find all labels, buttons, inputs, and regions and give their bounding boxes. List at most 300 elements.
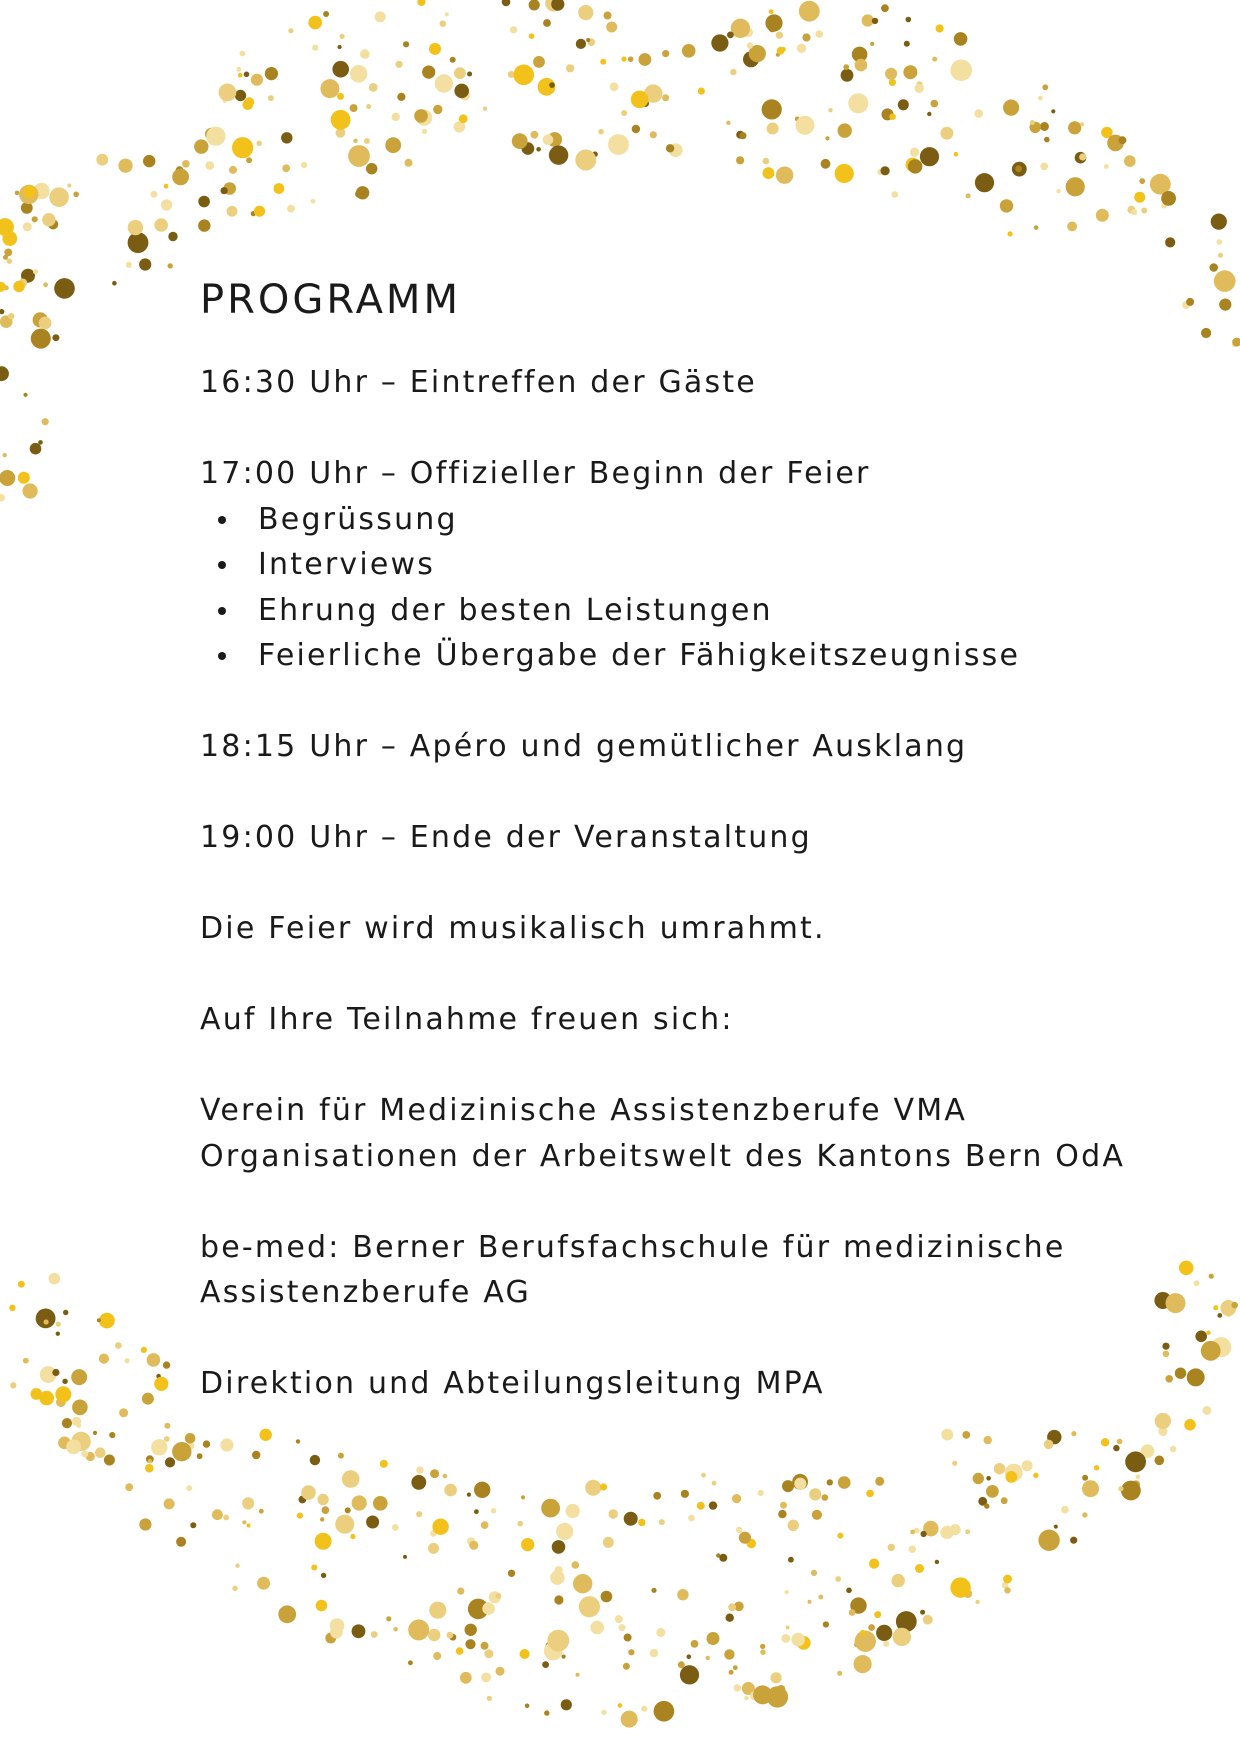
- confetti-dot: [794, 1478, 806, 1490]
- confetti-dot: [1213, 1305, 1218, 1310]
- confetti-dot: [701, 1473, 706, 1478]
- confetti-dot: [320, 1517, 324, 1521]
- confetti-dot: [1030, 120, 1035, 125]
- confetti-dot: [265, 67, 278, 80]
- confetti-dot: [268, 95, 274, 101]
- confetti-dot: [247, 1524, 251, 1528]
- list-item-label: Interviews: [258, 547, 436, 582]
- confetti-dot: [154, 218, 168, 232]
- confetti-dot: [889, 113, 896, 120]
- confetti-dot: [950, 1524, 961, 1535]
- confetti-dot: [698, 88, 705, 95]
- confetti-dot: [543, 134, 554, 145]
- confetti-dot: [760, 1644, 765, 1649]
- confetti-dot: [126, 262, 132, 268]
- confetti-dot: [1161, 191, 1176, 206]
- confetti-dot: [491, 1508, 496, 1513]
- confetti-dot: [781, 1634, 790, 1643]
- confetti-dot: [521, 1538, 534, 1551]
- confetti-dot: [984, 1503, 989, 1508]
- confetti-dot: [454, 84, 469, 99]
- confetti-dot: [729, 1670, 734, 1675]
- confetti-dot: [232, 137, 253, 158]
- confetti-dot: [311, 199, 316, 204]
- confetti-dot: [1079, 153, 1086, 160]
- confetti-dot: [610, 82, 619, 91]
- confetti-dot: [615, 1615, 623, 1623]
- confetti-dot: [860, 1630, 866, 1636]
- confetti-dot: [777, 47, 785, 55]
- confetti-dot: [843, 64, 849, 70]
- confetti-dot: [42, 213, 55, 226]
- confetti-dot: [662, 50, 669, 57]
- confetti-dot: [965, 1529, 970, 1534]
- confetti-dot: [474, 1509, 479, 1514]
- confetti-dot: [447, 1632, 454, 1639]
- confetti-dot: [809, 1488, 821, 1500]
- confetti-dot: [352, 1495, 367, 1510]
- confetti-dot: [656, 1628, 665, 1637]
- confetti-dot: [96, 154, 108, 166]
- confetti-dot: [2, 453, 6, 457]
- confetti-dot: [254, 206, 265, 217]
- confetti-dot: [244, 72, 250, 78]
- confetti-dot: [62, 1379, 67, 1384]
- confetti-dot: [481, 1642, 489, 1650]
- confetti-dot: [846, 1588, 852, 1594]
- confetti-dot: [940, 127, 953, 140]
- confetti-dot: [56, 1332, 60, 1336]
- confetti-dot: [369, 83, 378, 92]
- confetti-dot: [315, 1533, 332, 1550]
- confetti-dot: [799, 1, 820, 22]
- confetti-dot: [838, 1476, 851, 1489]
- confetti-dot: [778, 1510, 786, 1518]
- confetti-dot: [891, 191, 898, 198]
- confetti-dot: [892, 1574, 905, 1587]
- confetti-dot: [910, 148, 919, 157]
- confetti-dot: [143, 155, 155, 167]
- confetti-dot: [662, 94, 669, 101]
- host-oda: Organisationen der Arbeitswelt des Kantons Bern OdA: [200, 1138, 1126, 1174]
- confetti-dot: [23, 393, 27, 397]
- confetti-dot: [1044, 1440, 1054, 1450]
- confetti-dot: [549, 82, 555, 88]
- confetti-dot: [1214, 270, 1236, 292]
- confetti-dot: [994, 1463, 1005, 1474]
- confetti-dot: [1141, 208, 1147, 214]
- confetti-dot: [403, 41, 409, 47]
- confetti-dot: [935, 1560, 939, 1564]
- confetti-dot: [243, 99, 254, 110]
- confetti-dot: [0, 470, 15, 486]
- confetti-dot: [802, 33, 810, 41]
- confetti-dot: [728, 1603, 736, 1611]
- confetti-dot: [848, 93, 868, 113]
- confetti-dot: [797, 44, 806, 53]
- confetti-dot: [118, 159, 132, 173]
- confetti-dot: [712, 1481, 717, 1486]
- confetti-dot: [510, 26, 517, 33]
- confetti-dot: [76, 1423, 81, 1428]
- confetti-dot: [397, 93, 405, 101]
- confetti-dot: [621, 110, 627, 116]
- confetti-dot: [875, 1477, 884, 1486]
- confetti-dot: [356, 186, 369, 199]
- confetti-dot: [308, 16, 322, 30]
- confetti-dot: [533, 56, 545, 68]
- confetti-dot: [706, 1656, 710, 1660]
- confetti-dot: [1080, 122, 1084, 126]
- confetti-dot: [621, 56, 626, 61]
- confetti-dot: [579, 1596, 600, 1617]
- confetti-dot: [99, 1354, 109, 1364]
- confetti-dot: [165, 1457, 175, 1467]
- confetti-dot: [56, 1322, 61, 1327]
- confetti-dot: [49, 187, 69, 207]
- confetti-dot: [99, 1313, 115, 1329]
- confetti-dot: [81, 1451, 88, 1458]
- confetti-dot: [747, 42, 753, 48]
- confetti-dot: [904, 41, 910, 47]
- confetti-dot: [600, 1483, 607, 1490]
- confetti-dot: [578, 5, 593, 20]
- confetti-dot: [71, 1369, 87, 1385]
- confetti-dot: [1201, 328, 1211, 338]
- confetti-dot: [456, 1647, 464, 1655]
- confetti-dot: [151, 191, 158, 198]
- confetti-dot: [812, 1510, 822, 1520]
- confetti-dot: [1170, 1446, 1176, 1452]
- confetti-dot: [39, 317, 52, 330]
- confetti-dot: [769, 9, 774, 14]
- confetti-dot: [422, 66, 435, 79]
- confetti-dot: [608, 134, 629, 155]
- confetti-dot: [566, 64, 574, 72]
- confetti-dot: [392, 113, 400, 121]
- confetti-dot: [1042, 84, 1048, 90]
- confetti-dot: [23, 1358, 29, 1364]
- confetti-dot: [95, 1447, 106, 1458]
- confetti-dot: [297, 1513, 303, 1519]
- confetti-dot: [931, 100, 939, 108]
- confetti-dot: [311, 1565, 317, 1571]
- list-item: [200, 633, 1200, 679]
- confetti-dot: [841, 69, 854, 82]
- confetti-dot: [331, 110, 351, 130]
- schedule-entry-1700: 17:00 Uhr – Offizieller Beginn der Feier: [200, 456, 871, 491]
- confetti-dot: [432, 1519, 448, 1535]
- host-be-med-line1: be-med: Berner Berufsfachschule für medizinische: [200, 1229, 1066, 1265]
- confetti-dot: [408, 1660, 413, 1665]
- confetti-dot: [986, 1485, 999, 1498]
- confetti-dot: [440, 20, 447, 27]
- confetti-dot: [550, 1571, 564, 1585]
- confetti-dot: [823, 1621, 829, 1627]
- confetti-dot: [531, 131, 539, 139]
- confetti-dot: [726, 121, 730, 125]
- confetti-dot: [606, 22, 617, 33]
- confetti-dot: [62, 1418, 72, 1428]
- confetti-dot: [312, 45, 318, 51]
- confetti-dot: [576, 39, 586, 49]
- confetti-dot: [1121, 1481, 1141, 1501]
- confetti-dot: [1015, 165, 1022, 172]
- confetti-dot: [651, 1588, 656, 1593]
- confetti-dot: [1004, 1587, 1010, 1593]
- confetti-dot: [1082, 1480, 1099, 1497]
- confetti-dot: [950, 59, 972, 81]
- confetti-dot: [23, 222, 32, 231]
- confetti-dot: [340, 34, 345, 39]
- confetti-dot: [734, 1684, 741, 1691]
- confetti-dot: [556, 1523, 573, 1540]
- confetti-dot: [257, 141, 262, 146]
- confetti-dot: [549, 146, 568, 165]
- confetti-dot: [603, 1537, 614, 1548]
- confetti-dot: [465, 1624, 477, 1636]
- confetti-dot: [67, 184, 71, 188]
- confetti-dot: [429, 1602, 446, 1619]
- confetti-dot: [1136, 1475, 1141, 1480]
- confetti-dot: [72, 1400, 88, 1416]
- confetti-dot: [66, 1439, 81, 1454]
- confetti-dot: [941, 1429, 953, 1441]
- host-direktion: Direktion und Abteilungsleitung MPA: [200, 1366, 825, 1401]
- confetti-dot: [739, 1532, 751, 1544]
- confetti-dot: [296, 1439, 300, 1443]
- confetti-dot: [9, 1305, 15, 1311]
- confetti-dot: [422, 129, 427, 134]
- confetti-dot: [681, 1490, 689, 1498]
- confetti-dot: [575, 150, 596, 171]
- confetti-dot: [145, 1464, 154, 1473]
- confetti-dot: [543, 19, 551, 27]
- page-title: PROGRAMM: [200, 277, 461, 323]
- confetti-dot: [164, 1423, 170, 1429]
- confetti-dot: [229, 166, 237, 174]
- confetti-dot: [1001, 1497, 1008, 1504]
- confetti-dot: [598, 129, 604, 135]
- confetti-dot: [736, 156, 744, 164]
- confetti-dot: [624, 1512, 638, 1526]
- confetti-dot: [973, 1473, 984, 1484]
- confetti-dot: [481, 1673, 491, 1683]
- confetti-dot: [15, 191, 20, 196]
- confetti-dot: [93, 1431, 97, 1435]
- confetti-dot: [739, 132, 746, 139]
- confetti-dot: [1139, 178, 1145, 184]
- confetti-dot: [1165, 237, 1175, 247]
- confetti-dot: [827, 1479, 833, 1485]
- ceremony-items-list: [200, 497, 1200, 679]
- confetti-dot: [808, 1600, 812, 1604]
- confetti-dot: [197, 1453, 203, 1459]
- confetti-dot: [484, 1649, 493, 1658]
- confetti-dot: [688, 1515, 695, 1522]
- confetti-dot: [691, 1640, 699, 1648]
- confetti-dot: [872, 18, 878, 24]
- bullet-icon: [218, 607, 226, 615]
- confetti-dot: [600, 59, 606, 65]
- confetti-dot: [909, 1546, 916, 1553]
- confetti-dot: [822, 1494, 829, 1501]
- confetti-dot: [142, 1393, 154, 1405]
- confetti-dot: [416, 1466, 423, 1473]
- confetti-dot: [1061, 1506, 1069, 1514]
- confetti-dot: [190, 1522, 196, 1528]
- confetti-dot: [450, 57, 456, 63]
- confetti-dot: [203, 1440, 210, 1447]
- confetti-dot: [623, 1663, 630, 1670]
- confetti-dot: [322, 1506, 330, 1514]
- confetti-dot: [352, 1624, 366, 1638]
- confetti-dot: [885, 68, 897, 80]
- confetti-dot: [921, 1531, 927, 1537]
- bullet-icon: [218, 516, 226, 524]
- confetti-dot: [776, 167, 793, 184]
- confetti-dot: [350, 65, 367, 82]
- confetti-dot: [502, 0, 511, 6]
- confetti-dot: [881, 4, 889, 12]
- confetti-dot: [198, 219, 210, 231]
- confetti-dot: [788, 1520, 799, 1531]
- confetti-dot: [889, 79, 896, 86]
- confetti-dot: [1056, 189, 1060, 193]
- confetti-dot: [240, 51, 246, 57]
- confetti-dot: [572, 1561, 580, 1569]
- confetti-dot: [1219, 299, 1231, 311]
- confetti-dot: [44, 1319, 49, 1324]
- confetti-dot: [386, 1616, 391, 1621]
- confetti-dot: [726, 1614, 734, 1622]
- confetti-dot: [63, 1310, 68, 1315]
- confetti-dot: [762, 99, 782, 119]
- confetti-dot: [1209, 1274, 1214, 1279]
- confetti-dot: [172, 1442, 191, 1461]
- confetti-dot: [227, 206, 238, 217]
- confetti-dot: [274, 183, 285, 194]
- list-item: [200, 588, 1200, 634]
- confetti-dot: [1044, 137, 1050, 143]
- confetti-dot: [371, 1631, 378, 1638]
- confetti-dot: [654, 1701, 675, 1722]
- confetti-dot: [454, 67, 466, 79]
- confetti-dot: [469, 1541, 478, 1550]
- confetti-dot: [650, 1649, 658, 1657]
- confetti-dot: [984, 1436, 992, 1444]
- confetti-dot: [736, 1527, 742, 1533]
- confetti-dot: [966, 193, 971, 198]
- confetti-dot: [868, 1624, 875, 1631]
- confetti-dot: [1117, 1439, 1123, 1445]
- confetti-dot: [601, 1591, 613, 1603]
- confetti-dot: [161, 199, 172, 210]
- hosts-intro: Auf Ihre Teilnahme freuen sich:: [200, 1002, 734, 1037]
- confetti-dot: [220, 1438, 233, 1451]
- schedule-entry-1815: 18:15 Uhr – Apéro und gemütlicher Ausklang: [200, 729, 968, 764]
- confetti-dot: [147, 1353, 161, 1367]
- confetti-dot: [125, 1483, 133, 1491]
- confetti-dot: [414, 109, 428, 123]
- confetti-dot: [659, 1519, 665, 1525]
- confetti-dot: [237, 67, 242, 72]
- confetti-dot: [954, 152, 959, 157]
- confetti-dot: [1155, 1413, 1171, 1429]
- confetti-dot: [1051, 109, 1055, 113]
- confetti-dot: [323, 11, 329, 17]
- confetti-dot: [428, 1543, 439, 1554]
- confetti-dot: [682, 44, 696, 58]
- confetti-dot: [601, 1710, 606, 1715]
- confetti-dot: [212, 1509, 223, 1520]
- confetti-dot: [1131, 209, 1137, 215]
- bullet-icon: [218, 652, 226, 660]
- confetti-dot: [816, 30, 824, 38]
- confetti-dot: [164, 1498, 175, 1509]
- confetti-dot: [287, 205, 295, 213]
- host-vma: Verein für Medizinische Assistenzberufe VMA: [200, 1093, 968, 1128]
- confetti-dot: [317, 1494, 328, 1505]
- schedule-entry-1900: 19:00 Uhr – Ende der Veranstaltung: [200, 820, 812, 855]
- confetti-dot: [1101, 1438, 1109, 1446]
- confetti-dot: [430, 1469, 439, 1478]
- confetti-dot: [811, 1570, 817, 1576]
- confetti-dot: [373, 1496, 388, 1511]
- confetti-dot: [332, 61, 349, 78]
- confetti-dot: [219, 84, 237, 102]
- confetti-dot: [653, 1492, 661, 1500]
- confetti-dot: [874, 1611, 881, 1618]
- confetti-dot: [870, 42, 874, 46]
- confetti-dot: [393, 1627, 397, 1631]
- confetti-dot: [223, 1515, 229, 1521]
- confetti-dot: [2, 231, 17, 246]
- confetti-dot: [115, 1342, 122, 1349]
- confetti-dot: [903, 65, 917, 79]
- confetti-dot: [125, 1358, 130, 1363]
- confetti-dot: [666, 144, 674, 152]
- confetti-dot: [687, 1654, 692, 1659]
- confetti-dot: [866, 1490, 874, 1498]
- confetti-dot: [97, 1318, 101, 1322]
- confetti-dot: [1038, 96, 1043, 101]
- confetti-dot: [403, 1555, 407, 1559]
- confetti-dot: [459, 114, 468, 123]
- list-item-label: Begrüssung: [258, 501, 458, 537]
- list-item-label: Feierliche Übergabe der Fähigkeitszeugnisse: [258, 638, 1021, 673]
- confetti-dot: [467, 72, 472, 77]
- confetti-dot: [206, 161, 215, 170]
- confetti-dot: [732, 1494, 741, 1503]
- confetti-dot: [7, 259, 12, 264]
- confetti-dot: [744, 1696, 748, 1700]
- confetti-dot: [416, 1511, 422, 1517]
- confetti-dot: [628, 56, 634, 62]
- confetti-dot: [39, 1391, 54, 1406]
- confetti-dot: [1134, 192, 1145, 203]
- confetti-dot: [586, 38, 590, 42]
- confetti-dot: [780, 1502, 787, 1509]
- confetti-dot: [876, 1625, 892, 1641]
- confetti-dot: [791, 1633, 805, 1647]
- confetti-dot: [141, 1347, 147, 1353]
- confetti-dot: [825, 136, 829, 140]
- confetti-dot: [541, 1499, 560, 1518]
- confetti-dot: [52, 1369, 59, 1376]
- confetti-dot: [151, 1439, 167, 1455]
- confetti-dot: [435, 74, 453, 92]
